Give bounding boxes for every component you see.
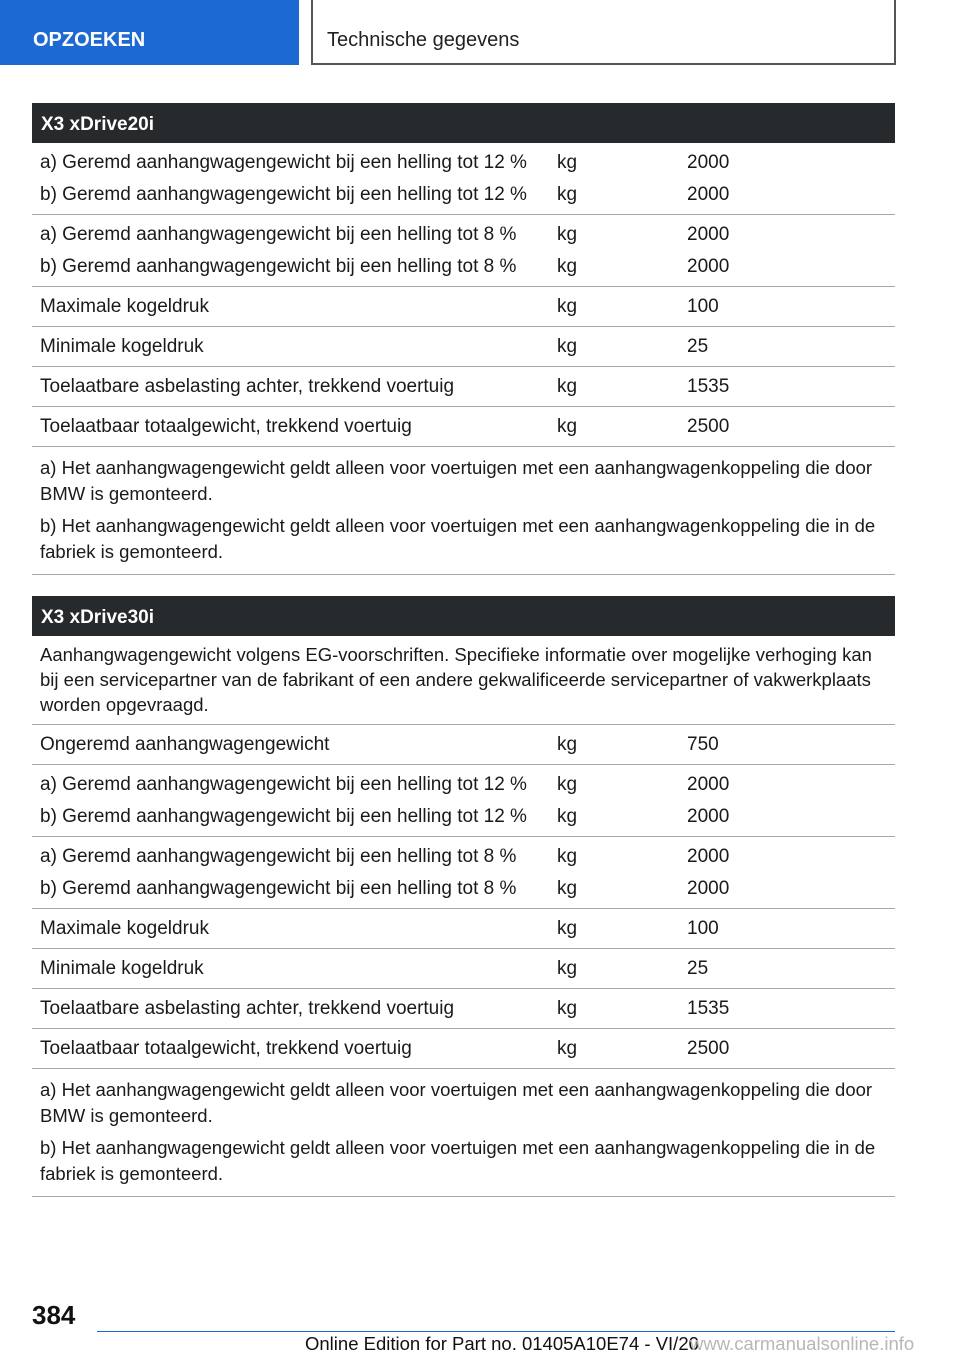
row-label: Toelaatbaar totaalgewicht, trekkend voertuig	[40, 1038, 412, 1059]
row-unit: kg	[557, 958, 578, 979]
footnote: a) Het aanhangwagengewicht geldt alleen voor voertuigen met een aanhangwagenkoppeling die door BMW is gemonteerd.	[40, 1079, 873, 1126]
row-unit: kg	[557, 256, 578, 277]
row-unit: kg	[557, 296, 578, 317]
row-value: 25	[687, 958, 709, 979]
row-value: 2000	[687, 256, 730, 277]
row-value: 750	[687, 734, 719, 755]
row-label: a) Geremd aanhangwagengewicht bij een helling tot 8 %	[40, 846, 517, 867]
table-row	[32, 989, 895, 1029]
row-unit: kg	[557, 184, 578, 205]
table-row	[32, 725, 895, 765]
section-title: X3 xDrive20i	[32, 103, 895, 143]
table-row	[32, 287, 895, 327]
row-label: Maximale kogeldruk	[40, 918, 209, 939]
row-label: b) Geremd aanhangwagengewicht bij een helling tot 8 %	[40, 878, 517, 899]
row-label: Minimale kogeldruk	[40, 958, 204, 979]
row-unit: kg	[557, 336, 578, 357]
section-title: X3 xDrive30i	[32, 596, 895, 636]
row-value: 2000	[687, 846, 730, 867]
row-value: 2500	[687, 1038, 730, 1059]
row-unit: kg	[557, 806, 578, 827]
row-value: 1535	[687, 376, 730, 397]
edition-info: Online Edition for Part no. 01405A10E74 - VI/20	[305, 1333, 699, 1354]
row-label: Toelaatbaar totaalgewicht, trekkend voertuig	[40, 416, 412, 437]
section-x3-xdrive20i	[32, 103, 895, 575]
row-value: 2000	[687, 774, 730, 795]
row-value: 25	[687, 336, 709, 357]
table-row	[32, 1029, 895, 1069]
row-unit: kg	[557, 1038, 578, 1059]
table-row	[32, 837, 895, 909]
footnote: a) Het aanhangwagengewicht geldt alleen voor voertuigen met een aanhangwagenkoppeling die door BMW is gemonteerd.	[40, 457, 873, 504]
row-unit: kg	[557, 376, 578, 397]
row-value: 2500	[687, 416, 730, 437]
table-row	[32, 215, 895, 287]
watermark: www.carmanualsonline.info	[690, 1333, 915, 1354]
footer-divider	[97, 1331, 895, 1332]
row-value: 100	[687, 296, 719, 317]
row-value: 2000	[687, 224, 730, 245]
table-row	[32, 949, 895, 989]
row-unit: kg	[557, 224, 578, 245]
row-unit: kg	[557, 416, 578, 437]
table-row	[32, 909, 895, 949]
row-label: b) Geremd aanhangwagengewicht bij een helling tot 12 %	[40, 806, 527, 827]
intro-text: Aanhangwagengewicht volgens EG-voorschriften. Specifieke informatie over mogelijke verhoging kan bij een servicepartner van de fabrikant of een andere gekwalificeerde servicepartner of vakwerkplaats worden opgevraagd.	[32, 636, 895, 725]
row-value: 2000	[687, 184, 730, 205]
row-label: a) Geremd aanhangwagengewicht bij een helling tot 12 %	[40, 774, 527, 795]
row-unit: kg	[557, 734, 578, 755]
table-row	[32, 143, 895, 215]
row-unit: kg	[557, 774, 578, 795]
section-x3-xdrive30i	[32, 596, 895, 1197]
row-label: Toelaatbare asbelasting achter, trekkend voertuig	[40, 376, 455, 397]
row-unit: kg	[557, 918, 578, 939]
page-title: Technische gegevens	[311, 0, 896, 65]
row-value: 2000	[687, 878, 730, 899]
row-value: 100	[687, 918, 719, 939]
tab-opzoeken[interactable]: OPZOEKEN	[0, 0, 299, 65]
row-value: 1535	[687, 998, 730, 1019]
row-label: Minimale kogeldruk	[40, 336, 204, 357]
row-label: a) Geremd aanhangwagengewicht bij een helling tot 8 %	[40, 224, 517, 245]
row-label: Toelaatbare asbelasting achter, trekkend voertuig	[40, 998, 455, 1019]
footnotes	[32, 1069, 895, 1197]
row-label: a) Geremd aanhangwagengewicht bij een helling tot 12 %	[40, 152, 527, 173]
row-label: Ongeremd aanhangwagengewicht	[40, 734, 330, 755]
row-label: b) Geremd aanhangwagengewicht bij een helling tot 8 %	[40, 256, 517, 277]
footnote: b) Het aanhangwagengewicht geldt alleen voor voertuigen met een aanhangwagenkoppeling die in de fabriek is gemonteerd.	[40, 515, 876, 562]
row-value: 2000	[687, 152, 730, 173]
table-row	[32, 367, 895, 407]
row-unit: kg	[557, 878, 578, 899]
page-number: 384	[32, 1300, 76, 1330]
row-label: Maximale kogeldruk	[40, 296, 209, 317]
row-unit: kg	[557, 846, 578, 867]
row-unit: kg	[557, 998, 578, 1019]
table-row	[32, 407, 895, 447]
row-label: b) Geremd aanhangwagengewicht bij een helling tot 12 %	[40, 184, 527, 205]
row-value: 2000	[687, 806, 730, 827]
row-unit: kg	[557, 152, 578, 173]
footnote: b) Het aanhangwagengewicht geldt alleen voor voertuigen met een aanhangwagenkoppeling die in de fabriek is gemonteerd.	[40, 1137, 876, 1184]
table-row	[32, 327, 895, 367]
footnotes	[32, 447, 895, 575]
table-row	[32, 765, 895, 837]
